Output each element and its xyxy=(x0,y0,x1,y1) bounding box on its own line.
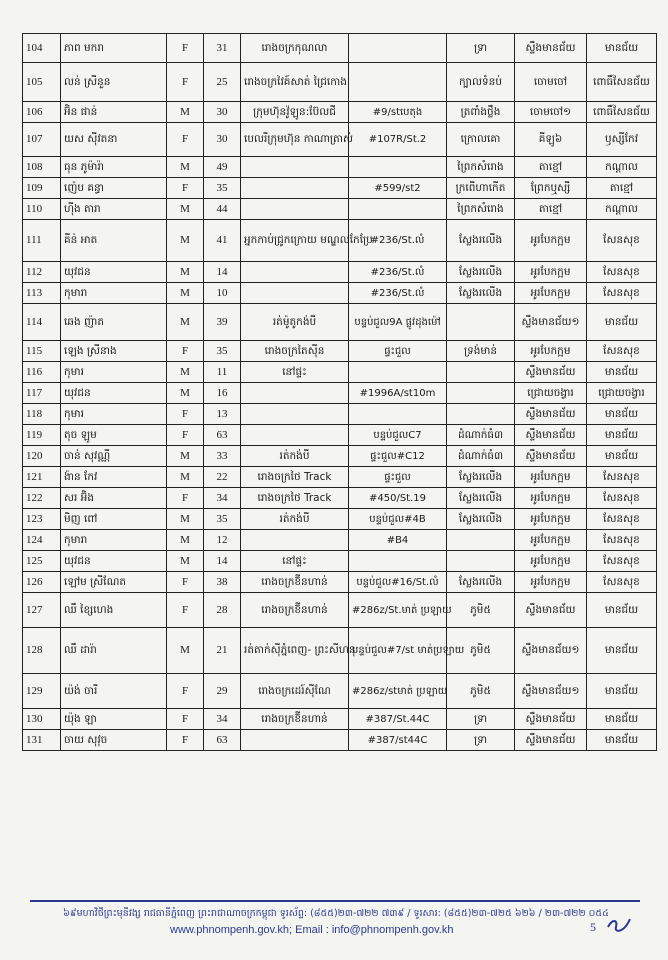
house-address-cell: #450/St.19 xyxy=(349,488,447,509)
district-cell: មានជ័យ xyxy=(587,404,657,425)
village-cell xyxy=(447,383,515,404)
person-name: ញ៉េប គន្ធា xyxy=(61,178,167,199)
sex-cell: M xyxy=(167,157,204,178)
village-cell xyxy=(447,362,515,383)
district-cell: សែនសុខ xyxy=(587,283,657,304)
house-address-cell: #387/St.44C xyxy=(349,709,447,730)
person-name: លន់ ស្រីនួន xyxy=(61,63,167,102)
village-cell: ទ្រា xyxy=(447,730,515,751)
table-row xyxy=(23,123,657,157)
row-number: 108 xyxy=(23,157,61,178)
workplace-cell: រត់ម៉ូតូកង់បី xyxy=(241,304,349,341)
village-cell: ស្លែងរលើង xyxy=(447,220,515,262)
sex-cell: F xyxy=(167,488,204,509)
row-number: 120 xyxy=(23,446,61,467)
commune-cell: ស្ទឹងមានជ័យ xyxy=(515,593,587,628)
district-cell: មានជ័យ xyxy=(587,446,657,467)
workplace-cell: រត់កង់បី xyxy=(241,509,349,530)
sex-cell: F xyxy=(167,178,204,199)
person-name: សរ អ៊ិង xyxy=(61,488,167,509)
row-number: 106 xyxy=(23,102,61,123)
row-number: 129 xyxy=(23,674,61,709)
district-cell: សែនសុខ xyxy=(587,488,657,509)
row-number: 115 xyxy=(23,341,61,362)
age-cell: 11 xyxy=(204,362,241,383)
row-number: 123 xyxy=(23,509,61,530)
village-cell: ដំណាក់ធំ៣ xyxy=(447,425,515,446)
house-address-cell: #286z/St.មាត់ ប្រឡាយ xyxy=(349,593,447,628)
workplace-cell: អ្នកកាប់ជ្រូកក្រោយ មណ្ឌលកែប្រែ xyxy=(241,220,349,262)
table-row xyxy=(23,730,657,751)
district-cell: ឫស្សីកែវ xyxy=(587,123,657,157)
person-name: កុមារ xyxy=(61,404,167,425)
workplace-cell: រោងចក្រថៃ Track xyxy=(241,467,349,488)
row-number: 114 xyxy=(23,304,61,341)
age-cell: 41 xyxy=(204,220,241,262)
row-number: 121 xyxy=(23,467,61,488)
table-row xyxy=(23,551,657,572)
workplace-cell: បេលរីក្រុមហ៊ុន កាណាត្រាស់ xyxy=(241,123,349,157)
age-cell: 39 xyxy=(204,304,241,341)
workplace-cell: រត់តាក់ស៊ីភ្នំពេញ- ព្រះសីហនុ xyxy=(241,628,349,674)
house-address-cell: ផ្ទះជួល#C12 xyxy=(349,446,447,467)
village-cell: ដំណាក់ធំ៣ xyxy=(447,446,515,467)
commune-cell: ព្រែកឬស្សី xyxy=(515,178,587,199)
workplace-cell: នៅផ្ទះ xyxy=(241,551,349,572)
age-cell: 35 xyxy=(204,178,241,199)
workplace-cell xyxy=(241,383,349,404)
house-address-cell: ផ្ទះជួល xyxy=(349,467,447,488)
workplace-cell: រោងចក្រខ៊ីនហាន់ xyxy=(241,593,349,628)
workplace-cell: រោងចក្រខ៊ីនហាន់ xyxy=(241,572,349,593)
village-cell: ស្លែងរលើង xyxy=(447,262,515,283)
age-cell: 30 xyxy=(204,102,241,123)
house-address-cell xyxy=(349,157,447,178)
village-cell: ទ្រង់មាន់ xyxy=(447,341,515,362)
sex-cell: F xyxy=(167,404,204,425)
table-row xyxy=(23,63,657,102)
workplace-cell xyxy=(241,730,349,751)
row-number: 119 xyxy=(23,425,61,446)
sex-cell: M xyxy=(167,530,204,551)
age-cell: 63 xyxy=(204,730,241,751)
table-row xyxy=(23,362,657,383)
sex-cell: M xyxy=(167,199,204,220)
age-cell: 29 xyxy=(204,674,241,709)
row-number: 112 xyxy=(23,262,61,283)
commune-cell: អូរបែកក្អម xyxy=(515,530,587,551)
workplace-cell xyxy=(241,425,349,446)
sex-cell: M xyxy=(167,362,204,383)
district-cell: មានជ័យ xyxy=(587,362,657,383)
commune-cell: អូរបែកក្អម xyxy=(515,220,587,262)
sex-cell: F xyxy=(167,709,204,730)
person-name: តុច ឡូម xyxy=(61,425,167,446)
age-cell: 14 xyxy=(204,262,241,283)
row-number: 130 xyxy=(23,709,61,730)
row-number: 104 xyxy=(23,34,61,63)
person-name: ធុន ភូម៉ារ៉ា xyxy=(61,157,167,178)
table-row xyxy=(23,262,657,283)
table-row xyxy=(23,304,657,341)
village-cell: ត្រពាំងថ្លឹង xyxy=(447,102,515,123)
row-number: 111 xyxy=(23,220,61,262)
person-name: ភាព មករា xyxy=(61,34,167,63)
village-cell xyxy=(447,530,515,551)
row-number: 113 xyxy=(23,283,61,304)
person-name: ចាយ សុវុច xyxy=(61,730,167,751)
district-cell: មានជ័យ xyxy=(587,34,657,63)
table-row xyxy=(23,530,657,551)
commune-cell: ស្ទឹងមានជ័យ១ xyxy=(515,628,587,674)
house-address-cell: #107R/St.2 xyxy=(349,123,447,157)
village-cell: ក្រពើហាកើត xyxy=(447,178,515,199)
sex-cell: M xyxy=(167,262,204,283)
sex-cell: F xyxy=(167,572,204,593)
sex-cell: M xyxy=(167,283,204,304)
commune-cell: អូរបែកក្អម xyxy=(515,467,587,488)
row-number: 124 xyxy=(23,530,61,551)
case-table xyxy=(22,33,657,751)
row-number: 117 xyxy=(23,383,61,404)
table-row xyxy=(23,628,657,674)
house-address-cell: #1996A/st10m xyxy=(349,383,447,404)
person-name: កុមារា xyxy=(61,530,167,551)
age-cell: 38 xyxy=(204,572,241,593)
village-cell: ភូមិ៥ xyxy=(447,628,515,674)
commune-cell: អូរបែកក្អម xyxy=(515,488,587,509)
footer-links: www.phnompenh.gov.kh; Email : info@phnompenh.gov.kh xyxy=(170,924,454,936)
row-number: 107 xyxy=(23,123,61,157)
person-name: យុវជន xyxy=(61,262,167,283)
person-name: កុមារា xyxy=(61,283,167,304)
table-row xyxy=(23,446,657,467)
age-cell: 35 xyxy=(204,509,241,530)
workplace-cell xyxy=(241,199,349,220)
commune-cell: អូរបែកក្អម xyxy=(515,509,587,530)
commune-cell: ស្ទឹងមានជ័យ xyxy=(515,34,587,63)
person-name: ហ៊ីង តារា xyxy=(61,199,167,220)
district-cell: មានជ័យ xyxy=(587,674,657,709)
person-name: អ៊ិន ផាន់ xyxy=(61,102,167,123)
person-name: ឡៅម ស្រីណែត xyxy=(61,572,167,593)
row-number: 116 xyxy=(23,362,61,383)
district-cell: មានជ័យ xyxy=(587,628,657,674)
table-row xyxy=(23,404,657,425)
district-cell: សែនសុខ xyxy=(587,530,657,551)
district-cell: សែនសុខ xyxy=(587,509,657,530)
signature-mark-icon xyxy=(604,915,634,935)
house-address-cell: #599/st2 xyxy=(349,178,447,199)
workplace-cell xyxy=(241,404,349,425)
sex-cell: F xyxy=(167,341,204,362)
row-number: 110 xyxy=(23,199,61,220)
person-name: មិញ ពៅ xyxy=(61,509,167,530)
house-address-cell: បន្ទប់ជួល9A ផ្លូវដុងម៉ៅ xyxy=(349,304,447,341)
footer-divider xyxy=(30,900,640,902)
commune-cell: អូរបែកក្អម xyxy=(515,283,587,304)
person-name: ឈឹ ខ្សៃហេង xyxy=(61,593,167,628)
workplace-cell: រោងចក្រកុណលា xyxy=(241,34,349,63)
house-address-cell: #9/stបេតុង xyxy=(349,102,447,123)
sex-cell: M xyxy=(167,551,204,572)
village-cell: ស្លែងរលើង xyxy=(447,283,515,304)
district-cell: កណ្ដាល xyxy=(587,157,657,178)
district-cell: មានជ័យ xyxy=(587,425,657,446)
house-address-cell: #B4 xyxy=(349,530,447,551)
table-row xyxy=(23,199,657,220)
sex-cell: F xyxy=(167,34,204,63)
table-row xyxy=(23,509,657,530)
house-address-cell xyxy=(349,199,447,220)
sex-cell: M xyxy=(167,446,204,467)
commune-cell: តាខ្មៅ xyxy=(515,199,587,220)
commune-cell: អូរបែកក្អម xyxy=(515,262,587,283)
table-row xyxy=(23,102,657,123)
person-name: យុវជន xyxy=(61,383,167,404)
table-row xyxy=(23,178,657,199)
person-name: ង៉ាន កែវ xyxy=(61,467,167,488)
person-name: យ៉ង់ ចារី xyxy=(61,674,167,709)
commune-cell: ចោមចៅ១ xyxy=(515,102,587,123)
commune-cell: ស្ទឹងមានជ័យ១ xyxy=(515,304,587,341)
district-cell: មានជ័យ xyxy=(587,709,657,730)
commune-cell: ស្ទឹងមានជ័យ១ xyxy=(515,674,587,709)
house-address-cell: #387/st44C xyxy=(349,730,447,751)
table-row xyxy=(23,220,657,262)
table-row xyxy=(23,593,657,628)
village-cell xyxy=(447,551,515,572)
sex-cell: F xyxy=(167,123,204,157)
sex-cell: F xyxy=(167,674,204,709)
commune-cell: គីឡូ៦ xyxy=(515,123,587,157)
sex-cell: M xyxy=(167,220,204,262)
age-cell: 34 xyxy=(204,709,241,730)
house-address-cell: បន្ទប់ជួល#4B xyxy=(349,509,447,530)
age-cell: 63 xyxy=(204,425,241,446)
age-cell: 31 xyxy=(204,34,241,63)
age-cell: 21 xyxy=(204,628,241,674)
age-cell: 14 xyxy=(204,551,241,572)
person-name: ចាន់ សុវណ្ណី xyxy=(61,446,167,467)
village-cell: ព្រៃកសំរោង xyxy=(447,157,515,178)
person-name: ឆេង ញ៉ាត xyxy=(61,304,167,341)
age-cell: 10 xyxy=(204,283,241,304)
sex-cell: F xyxy=(167,730,204,751)
page-number: 5 xyxy=(590,920,596,934)
workplace-cell: រោងចក្រខ៊ីនហាន់ xyxy=(241,709,349,730)
sex-cell: F xyxy=(167,63,204,102)
age-cell: 22 xyxy=(204,467,241,488)
row-number: 105 xyxy=(23,63,61,102)
age-cell: 28 xyxy=(204,593,241,628)
workplace-cell xyxy=(241,530,349,551)
village-cell: ភូមិ៥ xyxy=(447,593,515,628)
table-row xyxy=(23,572,657,593)
row-number: 131 xyxy=(23,730,61,751)
table-row xyxy=(23,34,657,63)
house-address-cell xyxy=(349,34,447,63)
village-cell: ស្លែងរលើង xyxy=(447,467,515,488)
house-address-cell xyxy=(349,63,447,102)
commune-cell: ស្ទឹងមានជ័យ xyxy=(515,425,587,446)
village-cell: ទ្រា xyxy=(447,34,515,63)
sex-cell: M xyxy=(167,628,204,674)
age-cell: 25 xyxy=(204,63,241,102)
row-number: 109 xyxy=(23,178,61,199)
person-name: យ៉ុង ឡា xyxy=(61,709,167,730)
district-cell: ពោធិ៍សែនជ័យ xyxy=(587,102,657,123)
table-row xyxy=(23,674,657,709)
commune-cell: ចោមចៅ xyxy=(515,63,587,102)
district-cell: សែនសុខ xyxy=(587,467,657,488)
village-cell: ក្បាលទំនប់ xyxy=(447,63,515,102)
sex-cell: F xyxy=(167,425,204,446)
village-cell xyxy=(447,304,515,341)
workplace-cell xyxy=(241,262,349,283)
age-cell: 30 xyxy=(204,123,241,157)
village-cell: ក្រោលគោ xyxy=(447,123,515,157)
house-address-cell: #286z/stមាត់ ប្រឡាយ xyxy=(349,674,447,709)
district-cell: សែនសុខ xyxy=(587,262,657,283)
workplace-cell: រោងចក្រវៃគ៍សាត់ ជ្រៃកោង xyxy=(241,63,349,102)
district-cell: សែនសុខ xyxy=(587,220,657,262)
commune-cell: ស្ទឹងមានជ័យ xyxy=(515,404,587,425)
workplace-cell xyxy=(241,157,349,178)
age-cell: 12 xyxy=(204,530,241,551)
age-cell: 16 xyxy=(204,383,241,404)
row-number: 118 xyxy=(23,404,61,425)
village-cell: ស្លែងរលើង xyxy=(447,509,515,530)
district-cell: ជ្រោយចង្វារ xyxy=(587,383,657,404)
commune-cell: ជ្រោយចង្វារ xyxy=(515,383,587,404)
person-name: ឡេង ស្រីនាង xyxy=(61,341,167,362)
village-cell: ទ្រា xyxy=(447,709,515,730)
workplace-cell: ក្រុមហ៊ុនវ៉ូឡូន:ប៊ែលជី xyxy=(241,102,349,123)
table-row xyxy=(23,283,657,304)
village-cell: ស្លែងរលើង xyxy=(447,488,515,509)
sex-cell: M xyxy=(167,509,204,530)
workplace-cell: រោងចក្រតៃស៊ីន xyxy=(241,341,349,362)
commune-cell: អូរបែកក្អម xyxy=(515,551,587,572)
person-name: យុវជន xyxy=(61,551,167,572)
sex-cell: M xyxy=(167,102,204,123)
person-name: ឈឹ ដារ៉ា xyxy=(61,628,167,674)
age-cell: 35 xyxy=(204,341,241,362)
house-address-cell xyxy=(349,404,447,425)
house-address-cell: #236/St.លំ xyxy=(349,220,447,262)
sex-cell: M xyxy=(167,383,204,404)
workplace-cell xyxy=(241,283,349,304)
table-row xyxy=(23,341,657,362)
age-cell: 44 xyxy=(204,199,241,220)
table-row xyxy=(23,157,657,178)
commune-cell: ស្ទឹងមានជ័យ xyxy=(515,362,587,383)
village-cell xyxy=(447,404,515,425)
row-number: 126 xyxy=(23,572,61,593)
person-name: យស ស៊ីវតនា xyxy=(61,123,167,157)
age-cell: 34 xyxy=(204,488,241,509)
person-name: គីន់ អាត xyxy=(61,220,167,262)
row-number: 128 xyxy=(23,628,61,674)
district-cell: មានជ័យ xyxy=(587,730,657,751)
sex-cell: F xyxy=(167,593,204,628)
sex-cell: M xyxy=(167,304,204,341)
row-number: 125 xyxy=(23,551,61,572)
commune-cell: អូរបែកក្អម xyxy=(515,572,587,593)
workplace-cell xyxy=(241,178,349,199)
district-cell: មានជ័យ xyxy=(587,593,657,628)
footer-address: ៦៩មហាវិថីព្រះមុនីវង្ស រាជធានីភ្នំពេញ ព្រះរាជាណាចក្រកម្ពុជា ទូរស័ព្ទ: (៨៥៥)២៣-៧២២ ៧៣៩ / ទូរសារ: (៨៥៥)២៣-៧២៥ ៦២៦ / ២៣-៧២២ ០៥៤ xyxy=(63,908,609,919)
row-number: 127 xyxy=(23,593,61,628)
district-cell: សែនសុខ xyxy=(587,572,657,593)
house-address-cell: ផ្ទះជួល xyxy=(349,341,447,362)
table-body xyxy=(23,34,657,751)
table-row xyxy=(23,425,657,446)
village-cell: ស្លែងរលើង xyxy=(447,572,515,593)
workplace-cell: រត់កង់បី xyxy=(241,446,349,467)
commune-cell: ស្ទឹងមានជ័យ xyxy=(515,446,587,467)
village-cell: ព្រៃកសំរោង xyxy=(447,199,515,220)
age-cell: 13 xyxy=(204,404,241,425)
person-name: កុមារ xyxy=(61,362,167,383)
house-address-cell: #236/St.លំ xyxy=(349,283,447,304)
table-row xyxy=(23,467,657,488)
district-cell: តាខ្មៅ xyxy=(587,178,657,199)
village-cell: ភូមិ៥ xyxy=(447,674,515,709)
house-address-cell xyxy=(349,362,447,383)
district-cell: សែនសុខ xyxy=(587,551,657,572)
sex-cell: M xyxy=(167,467,204,488)
house-address-cell xyxy=(349,551,447,572)
house-address-cell: បន្ទប់ជួលC7 xyxy=(349,425,447,446)
house-address-cell: បន្ទប់ជួល#16/St.លំ xyxy=(349,572,447,593)
house-address-cell: #236/St.លំ xyxy=(349,262,447,283)
commune-cell: ស្ទឹងមានជ័យ xyxy=(515,730,587,751)
table-row xyxy=(23,709,657,730)
district-cell: ពោធិ៍សែនជ័យ xyxy=(587,63,657,102)
workplace-cell: រោងចក្រថៃ Track xyxy=(241,488,349,509)
district-cell: កណ្ដាល xyxy=(587,199,657,220)
age-cell: 49 xyxy=(204,157,241,178)
district-cell: សែនសុខ xyxy=(587,341,657,362)
workplace-cell: រោងចក្រដេរ៍ស៊ីណែ xyxy=(241,674,349,709)
age-cell: 33 xyxy=(204,446,241,467)
house-address-cell: បន្ទប់ជួល#7/st មាត់ប្រឡាយ xyxy=(349,628,447,674)
district-cell: មានជ័យ xyxy=(587,304,657,341)
commune-cell: តាខ្មៅ xyxy=(515,157,587,178)
workplace-cell: នៅផ្ទះ xyxy=(241,362,349,383)
commune-cell: អូរបែកក្អម xyxy=(515,341,587,362)
row-number: 122 xyxy=(23,488,61,509)
table-row xyxy=(23,383,657,404)
commune-cell: ស្ទឹងមានជ័យ xyxy=(515,709,587,730)
table-row xyxy=(23,488,657,509)
